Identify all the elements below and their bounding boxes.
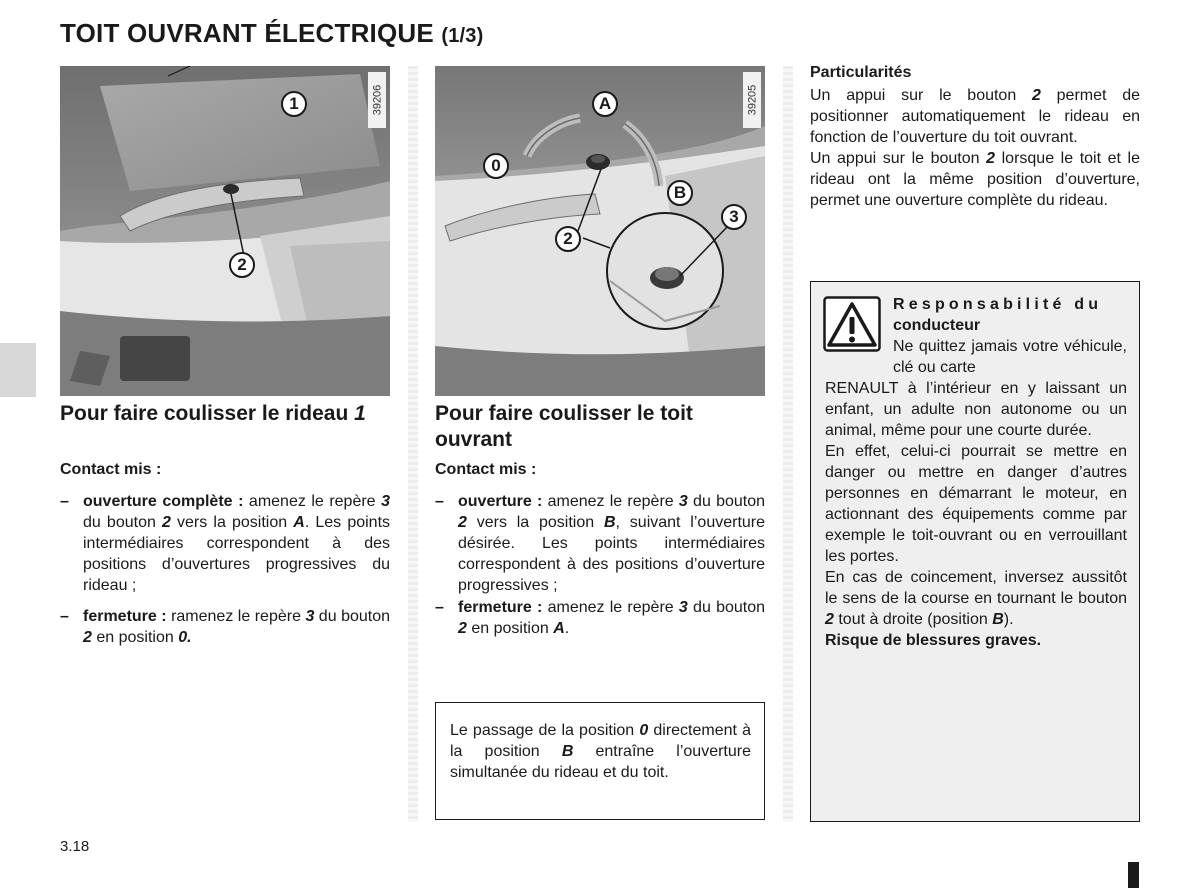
interior-photo-curtain <box>60 66 390 396</box>
car-interior-illustration <box>60 66 390 396</box>
callout-3: 3 <box>721 204 747 230</box>
ignition-label: Contact mis : <box>60 461 162 478</box>
callout-B: B <box>667 180 693 206</box>
particularites-paragraph: Un appui sur le bouton 2 permet de positionner automatiquement le rideau en fonction de l’ouverture du toit ouvrant. <box>810 87 1141 146</box>
callout-A: A <box>592 91 618 117</box>
warning-box <box>810 281 1140 822</box>
warning-title: Responsabilité du conducteur <box>893 296 1103 334</box>
image-reference-code: 39206 <box>368 72 386 128</box>
list-item: – ouverture : amenez le repère 3 du bouton 2 vers la position B, suivant l’ouverture désirée. Les points intermédiaires correspondent à des positions d’ouverture progressives ; <box>435 493 766 594</box>
chapter-tab <box>0 343 36 397</box>
list-item: – ouverture complète : amenez le repère 3 du bouton 2 vers la position A. Les points intermédiaires correspondent à des positions d’ouvertures progressives du rideau ; <box>60 493 391 594</box>
page-number: 3.18 <box>60 838 90 855</box>
image-reference-code: 39205 <box>743 72 761 128</box>
callout-1: 1 <box>281 91 307 117</box>
particularites-paragraph: Un appui sur le bouton 2 lorsque le toit et le rideau ont la même position d’ouverture, permet une ouverture complète du rideau. <box>810 150 1141 209</box>
ignition-label: Contact mis : <box>435 461 537 478</box>
interior-photo-roof <box>435 66 765 396</box>
list-item: – fermeture : ramenez le repère 3 du bouton 2 en position 0. <box>60 608 391 646</box>
callout-2: 2 <box>555 226 581 252</box>
column-separator <box>408 66 418 822</box>
warning-text: Ne quittez jamais votre véhicule, clé ou carte RENAULT à l’intérieur en y laissant un enfant, un adulte non autonome ou un animal, même pour une courte durée. En effet, celui-ci pourrait se mettre en danger ou mettre en danger d’autres personnes en démarrant le moteur, en actionnant des équipements comme par exemple le toit-ouvrant ou en verrouillant les portes. En cas de coincement, inversez aussitôt le sens de la course en tournant le bouton 2 tout à droite (position B). Risque de blessures graves. <box>825 338 1127 649</box>
title-part: (1/3) <box>441 25 484 47</box>
section-heading-curtain: Pour faire coulisser le rideau 1 <box>60 402 366 425</box>
title-text: TOIT OUVRANT ÉLECTRIQUE <box>60 18 434 48</box>
callout-2: 2 <box>229 252 255 278</box>
page-title <box>60 18 483 49</box>
particularites-title: Particularités <box>810 64 912 81</box>
list-item: – fermeture : amenez le repère 3 du bouton 2 en position A. <box>435 599 766 637</box>
note-box: Le passage de la position 0 directement à la position B entraîne l’ouverture simultanée du rideau et du toit. <box>435 702 765 820</box>
callout-0: 0 <box>483 153 509 179</box>
column-separator <box>783 66 793 822</box>
page-edge-marker <box>1128 862 1139 888</box>
section-heading-roof: Pour faire coulisser le toit ouvrant <box>435 402 693 451</box>
